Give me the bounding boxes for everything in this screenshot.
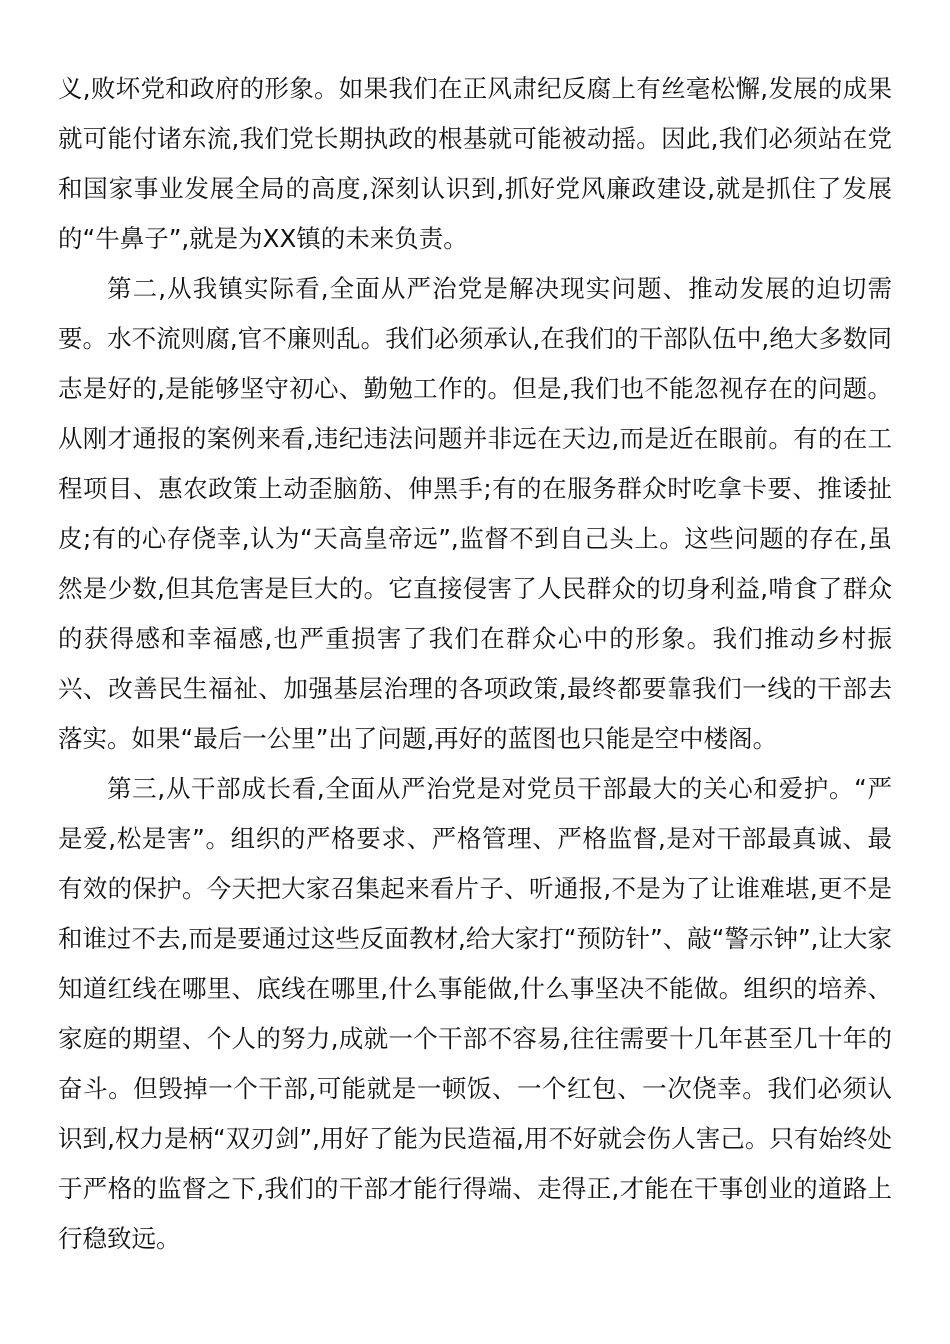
document-body (58, 64, 892, 1264)
paragraph-second-point: 第二,从我镇实际看,全面从严治党是解决现实问题、推动发展的迫切需要。水不流则腐,官不廉则乱。我们必须承认,在我们的干部队伍中,绝大多数同志是好的,是能够坚守初心、勤勉工作的。但是,我们也不能忽视存在的问题。从刚才通报的案例来看,违纪违法问题并非远在天边,而是近在眼前。有的在工程项目、惠农政策上动歪脑筋、伸黑手;有的在服务群众时吃拿卡要、推诿扯皮;有的心存侥幸,认为“天高皇帝远”,监督不到自己头上。这些问题的存在,虽然是少数,但其危害是巨大的。它直接侵害了人民群众的切身利益,啃食了群众的获得感和幸福感,也严重损害了我们在群众心中的形象。我们推动乡村振兴、改善民生福祉、加强基层治理的各项政策,最终都要靠我们一线的干部去落实。如果“最后一公里”出了问题,再好的蓝图也只能是空中楼阁。 (58, 274, 892, 753)
paragraph-continuation: 义,败坏党和政府的形象。如果我们在正风肃纪反腐上有丝毫松懈,发展的成果就可能付诸东流,我们党长期执政的根基就可能被动摇。因此,我们必须站在党和国家事业发展全局的高度,深刻认识到,抓好党风廉政建设,就是抓住了发展的“牛鼻子”,就是为XX镇的未来负责。 (58, 74, 892, 253)
paragraph-third-point: 第三,从干部成长看,全面从严治党是对党员干部最大的关心和爱护。“严是爱,松是害”。组织的严格要求、严格管理、严格监督,是对干部最真诚、最有效的保护。今天把大家召集起来看片子、听通报,不是为了让谁难堪,更不是和谁过不去,而是要通过这些反面教材,给大家打“预防针”、敲“警示钟”,让大家知道红线在哪里、底线在哪里,什么事能做,什么事坚决不能做。组织的培养、家庭的期望、个人的努力,成就一个干部不容易,往往需要十几年甚至几十年的奋斗。但毁掉一个干部,可能就是一顿饭、一个红包、一次侥幸。我们必须认识到,权力是柄“双刃剑”,用好了能为民造福,用不好就会伤人害己。只有始终处于严格的监督之下,我们的干部才能行得端、走得正,才能在干事创业的道路上行稳致远。 (58, 774, 892, 1253)
